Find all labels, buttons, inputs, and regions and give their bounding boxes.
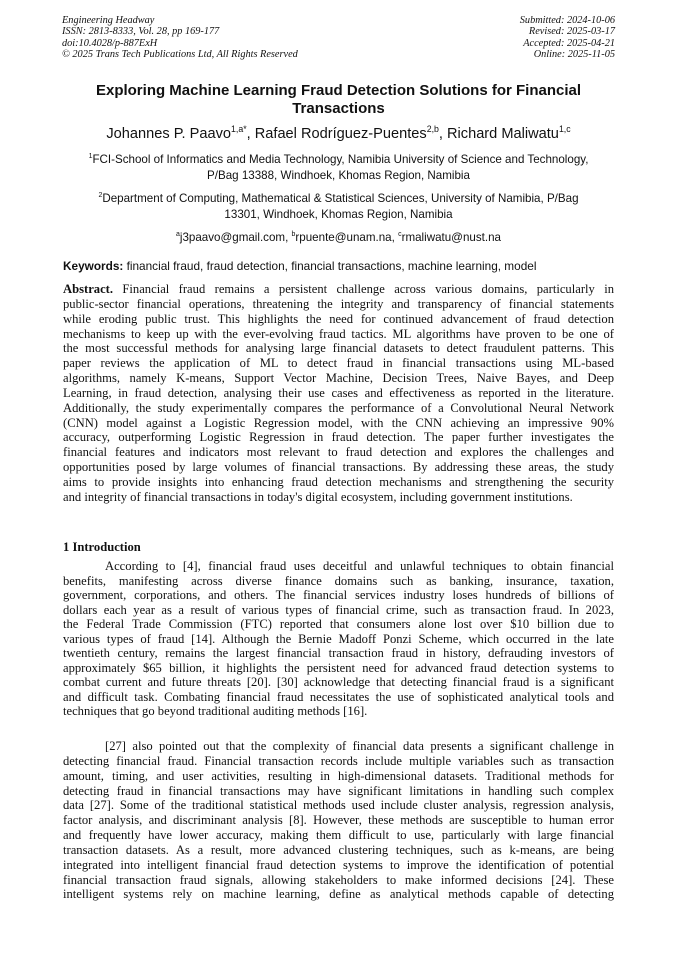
author-name: Rafael Rodríguez-Puentes — [254, 126, 427, 142]
separator: , — [438, 126, 447, 142]
text-line: the Federal Trade Commission (FTC) reported that consumers alone lost over $10 billion due to — [63, 617, 614, 632]
text-line: twentieth century, remains the largest financial transaction fraud in history, defrauding investors of — [63, 646, 614, 661]
author-list — [63, 126, 614, 143]
line-text: algorithms, namely K-means, Support Vector Machine, Decision Trees, Naive Bayes, and Deep — [63, 371, 614, 386]
text-line — [63, 460, 614, 475]
text-line: dollars each year as a result of various types of financial crime, such as transaction fraud. In 2023, — [63, 602, 614, 617]
journal-info-line: Engineering Headway — [62, 15, 155, 26]
text-line: benefits, manifesting across diverse finance domains such as banking, insurance, taxation, — [63, 573, 614, 588]
date-line: Accepted: 2025-04-21 — [523, 37, 615, 49]
affiliation-marker: 1 — [88, 153, 93, 161]
date-line: Online: 2025-11-05 — [533, 48, 615, 60]
date-line: Submitted: 2024-10-06 — [519, 15, 615, 26]
text-line: approximately $65 billion, it highlights the persistent need for advanced fraud detection systems to — [63, 660, 614, 675]
text-line: techniques that go beyond traditional auditing methods [16]. — [63, 704, 368, 719]
intro-paragraph-1 — [63, 559, 614, 719]
keywords — [63, 258, 614, 274]
text-line — [63, 282, 614, 297]
email-list — [63, 230, 614, 246]
journal-info-line: © 2025 Trans Tech Publications Ltd, All Rights Reserved — [62, 48, 298, 60]
text-line: combat current and future threats [20]. [30] acknowledge that detecting financial fraud is a significant — [63, 675, 614, 690]
affiliation-1 — [63, 152, 614, 184]
text-line: detecting financial fraud. Financial transaction records include multiple variables such as transaction — [63, 753, 614, 768]
affiliation-line: 13301, Windhoek, Khomas Region, Namibia — [224, 208, 453, 221]
author-email: j3paavo@gmail.com — [179, 231, 286, 244]
affiliation-2 — [63, 191, 614, 223]
text-line — [63, 371, 614, 386]
text-line: financial transaction fraud signals, allowing stakeholders to make informed decisions [24]. These — [63, 872, 614, 887]
keywords-label: Keywords: — [63, 259, 124, 273]
journal-info — [62, 15, 298, 60]
email-marker: c — [398, 231, 402, 239]
text-line — [63, 356, 614, 371]
text-line — [63, 490, 614, 505]
author-email: rpuente@unam.na — [295, 231, 392, 244]
text-line — [63, 416, 614, 431]
text-line: transaction datasets. As a result, more advanced clustering techniques, such as k-means, are being — [63, 842, 614, 857]
line-text: opportunities posed by large volumes of financial transactions. By addressing these areas, the study — [63, 460, 614, 475]
author-name: Johannes P. Paavo — [106, 126, 232, 142]
text-line: government, corporations, and others. The financial services industry loses hundreds of billions of — [63, 588, 614, 603]
line-text: accuracy, outperforming Logistic Regression in fraud detection. The paper further investigates the — [63, 430, 614, 445]
journal-info-line: ISSN: 2813-8333, Vol. 28, pp 169-177 — [62, 26, 220, 38]
email-marker: b — [291, 231, 296, 239]
text-line: amount, timing, and user activities, resulting in high-dimensional datasets. Traditional methods for — [63, 768, 614, 783]
text-line: and frequently have lower accuracy, making them difficult to use, particularly with large financial — [63, 828, 614, 843]
line-text: Financial fraud remains a persistent challenge across various domains, particularly in — [113, 282, 614, 296]
separator: , — [285, 231, 292, 244]
line-text: Additionally, the study experimentally compares the performance of a Convolutional Neural Network — [63, 400, 614, 415]
title-line: Exploring Machine Learning Fraud Detection Solutions for Financial — [95, 82, 582, 99]
intro-paragraph-2 — [63, 739, 614, 902]
author-affiliation-marker: 2,b — [426, 124, 439, 135]
text-line: detecting fraud in financial transactions may have significant limitations in handling such complex — [63, 783, 614, 798]
line-text: while eroding public trust. This highlights the need for continued advancement of fraud detection — [63, 311, 614, 326]
text-line — [63, 445, 614, 460]
abstract — [63, 282, 614, 505]
email-marker: a — [176, 231, 180, 239]
line-text: mechanisms to keep up with the ever-evolving fraud tactics. ML algorithms have proven to be one of — [63, 326, 614, 341]
author-name: Richard Maliwatu — [447, 126, 559, 142]
affiliation-marker: 2 — [98, 192, 103, 200]
abstract-label: Abstract. — [63, 282, 114, 296]
author-email: rmaliwatu@nust.na — [401, 231, 501, 244]
text-line: According to [4], financial fraud uses deceitful and unlawful techniques to obtain financial — [105, 559, 614, 573]
separator: , — [391, 231, 399, 244]
line-text: paper reviews the application of ML to detect fraud in financial transactions using ML-based — [63, 356, 614, 371]
author-affiliation-marker: 1,c — [558, 124, 571, 135]
journal-info-line: doi:10.4028/p-887ExH — [62, 37, 158, 49]
keywords-text: financial fraud, fraud detection, financial transactions, machine learning, model — [123, 259, 537, 273]
text-line — [63, 475, 614, 490]
text-line — [63, 386, 614, 401]
text-line — [63, 430, 614, 445]
affiliation-line: P/Bag 13388, Windhoek, Khomas Region, Namibia — [207, 169, 470, 182]
line-text: financial features and indicators most relevant to fraud detection and explores the challenges and — [63, 445, 614, 460]
line-text: public-sector financial operations, threatening the integrity and transparency of financial statements — [63, 296, 614, 311]
affiliation-line: Department of Computing, Mathematical & Statistical Sciences, University of Namibia, P/Bag — [102, 192, 579, 205]
text-line: [27] also pointed out that the complexity of financial data presents a significant challenge in — [105, 739, 614, 753]
line-text: Learning, in fraud detection, analysing their use cases and effectiveness as reported in the literature. — [63, 385, 614, 400]
text-line: and difficult task. Combating financial fraud necessitates the use of sophisticated analytical tools and — [63, 689, 614, 704]
submission-dates — [520, 15, 615, 60]
line-text: aims to provide insights into enhancing fraud detection mechanisms and strengthening the security — [63, 474, 614, 489]
text-line: various types of fraud [14]. Although the Bernie Madoff Ponzi Scheme, which occurred in the late — [63, 631, 614, 646]
title-line: Transactions — [292, 99, 385, 117]
text-line — [63, 297, 614, 312]
line-text: (CNN) model against a Logistic Regression model, with the CNN achieving an impressive 90% — [63, 415, 614, 430]
line-text: the most successful methods for analysing large financial datasets to detect fraudulent patterns. This — [63, 341, 614, 356]
text-line: factor analysis, and discriminant analysis [8]. However, these methods are susceptible to human error — [63, 813, 614, 828]
affiliation-line: FCI-School of Informatics and Media Technology, Namibia University of Science and Technology, — [92, 153, 589, 166]
text-line: integrated into intelligent financial fraud detection systems to improve the identification of potential — [63, 857, 614, 872]
paper-title — [63, 82, 614, 117]
date-line: Revised: 2025-03-17 — [528, 26, 615, 38]
separator: , — [246, 126, 255, 142]
text-line — [63, 341, 614, 356]
text-line — [63, 327, 614, 342]
text-line — [63, 401, 614, 416]
section-heading-introduction: 1 Introduction — [63, 540, 141, 554]
text-line: data [27]. Some of the traditional statistical methods used include cluster analysis, regression analysis, — [63, 798, 614, 813]
author-affiliation-marker: 1,a* — [231, 124, 247, 135]
line-text: and integrity of financial transactions in today's digital ecosystem, including government institutions. — [63, 489, 573, 504]
text-line: intelligent systems rely on machine learning, define as analytical methods capable of detecting — [63, 887, 614, 902]
text-line — [63, 312, 614, 327]
